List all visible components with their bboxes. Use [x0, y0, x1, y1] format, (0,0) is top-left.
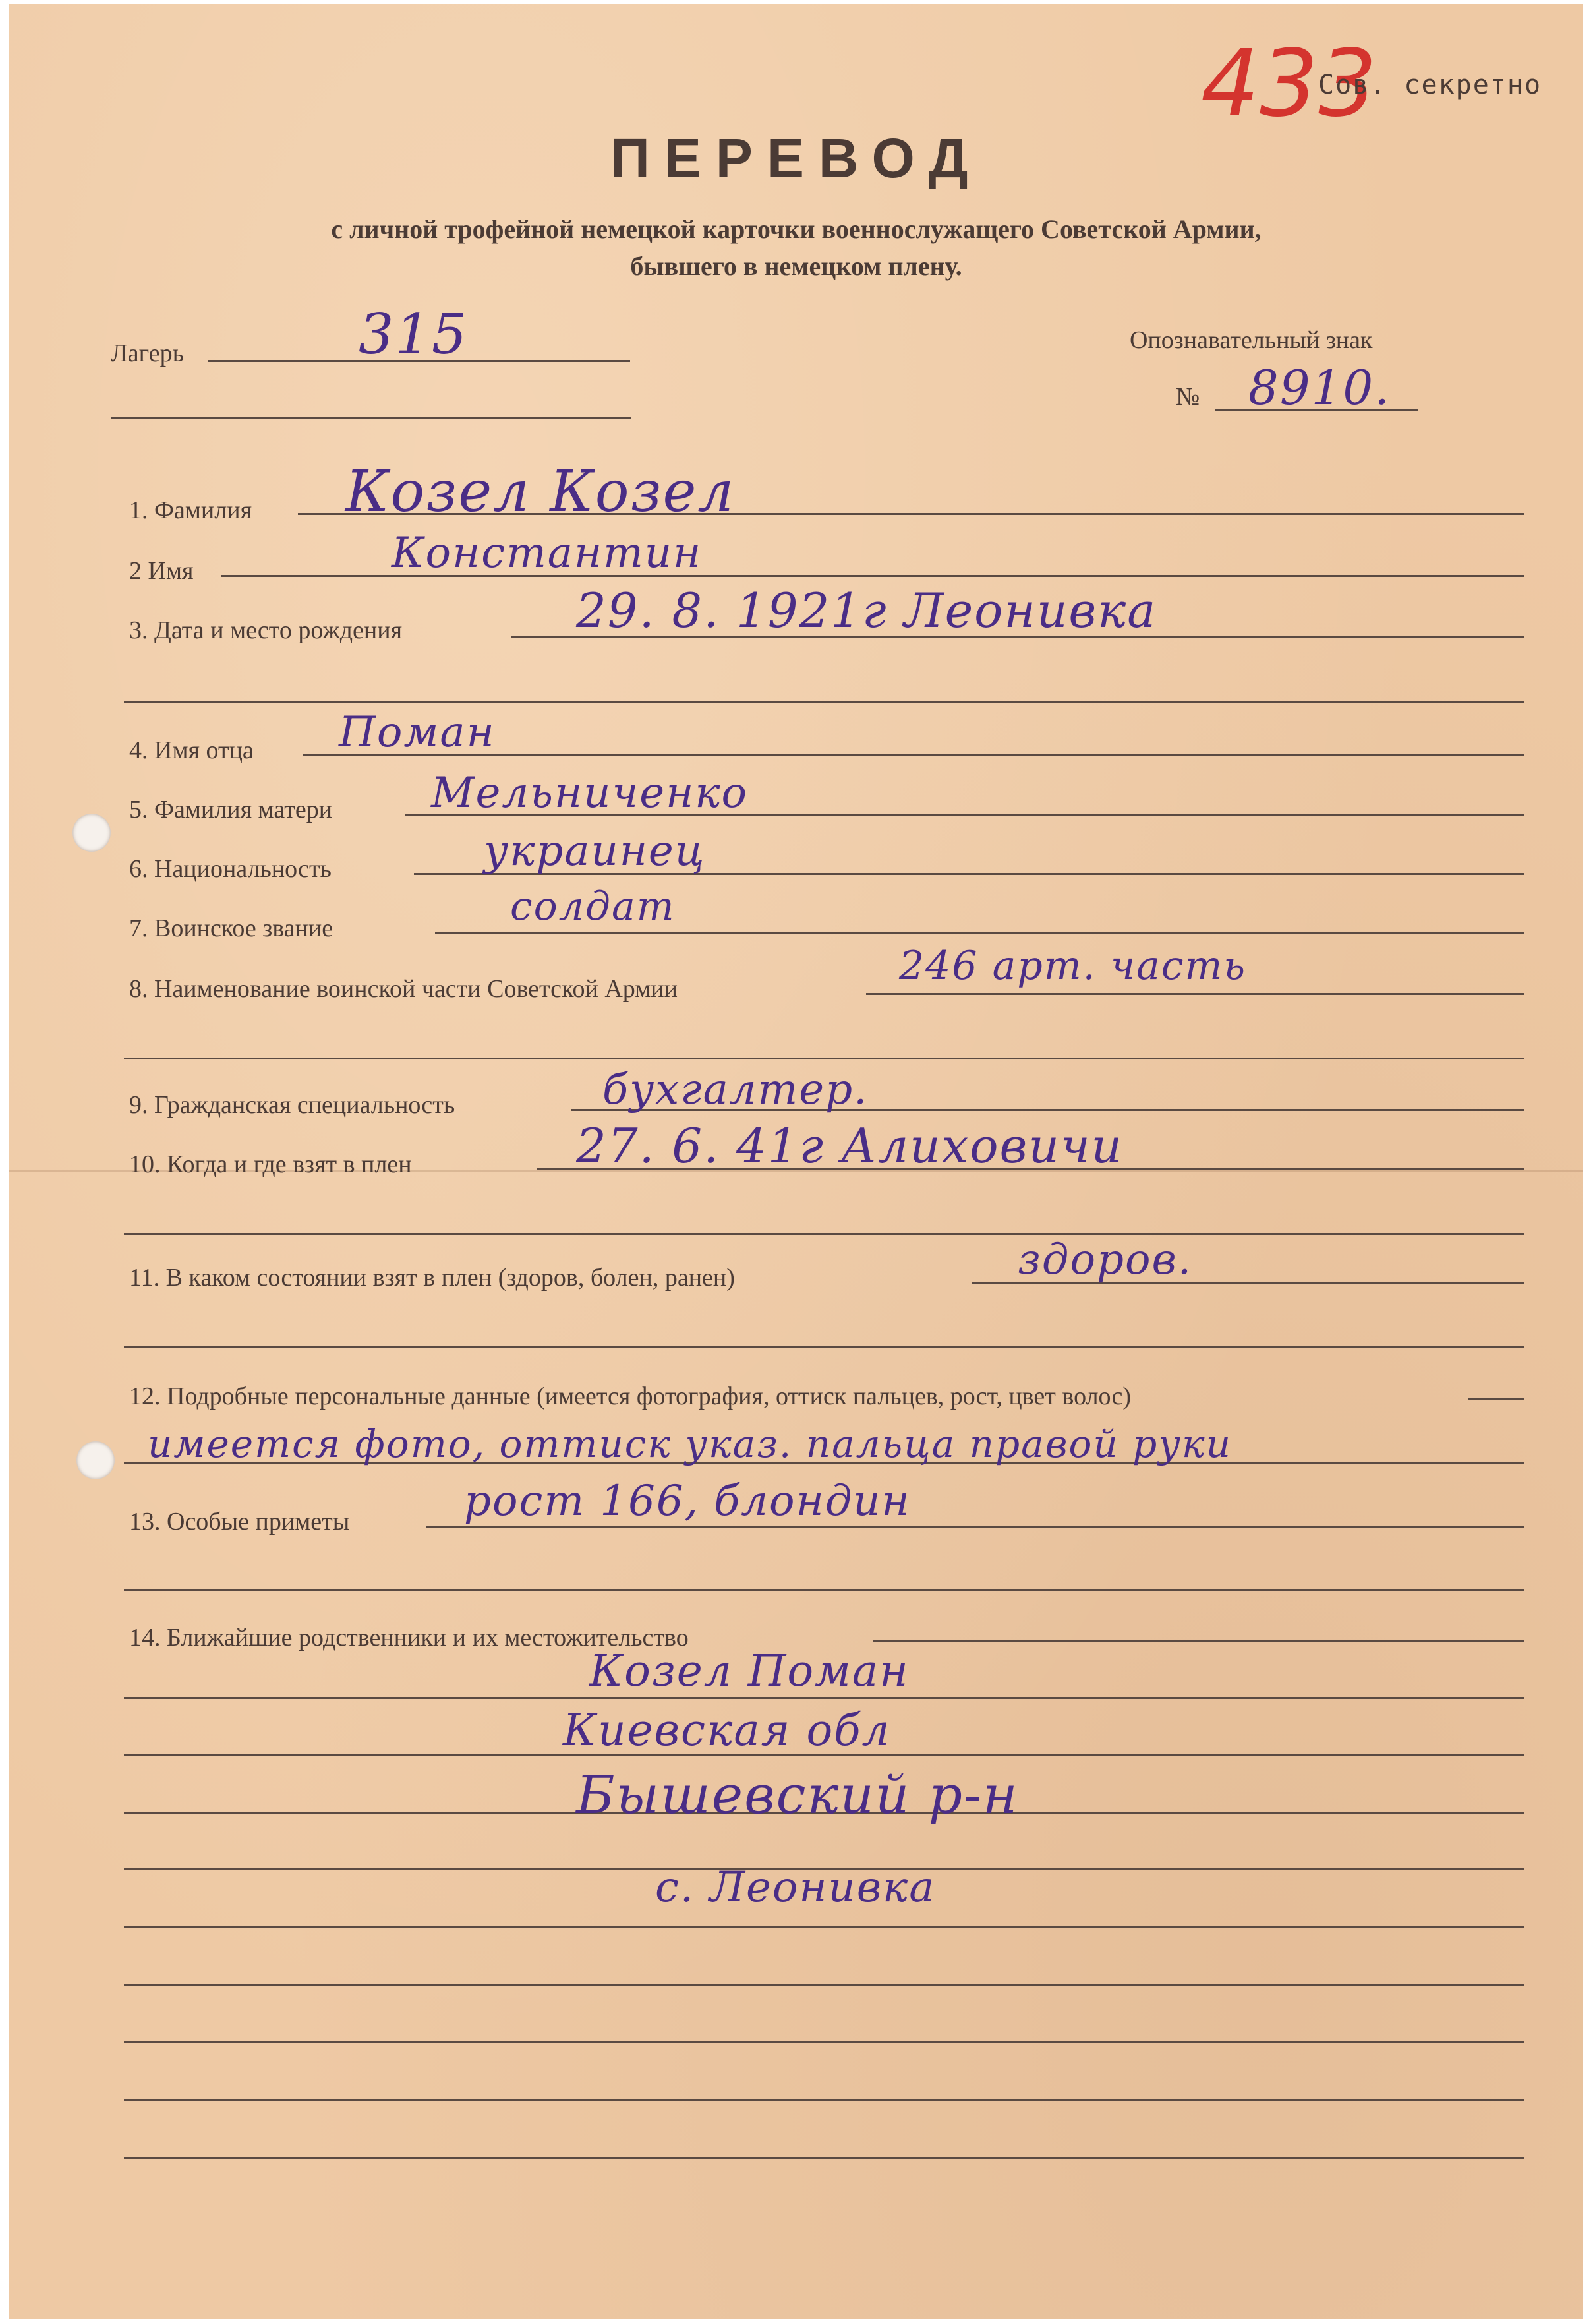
id-tag-value: 8910.	[1248, 360, 1391, 415]
condition-line-2	[124, 1346, 1524, 1348]
condition-label: 11. В каком состоянии взят в плен (здоров, болен, ранен)	[129, 1264, 735, 1292]
birth-label: 3. Дата и место рождения	[129, 616, 403, 644]
personal-data-line	[1468, 1398, 1524, 1400]
rank-label: 7. Воинское звание	[129, 914, 334, 942]
red-number: 433	[1201, 30, 1378, 138]
birth-line-2	[124, 701, 1524, 703]
father-name-value: Поман	[339, 708, 496, 757]
id-tag-label: Опознавательный знак	[1130, 326, 1373, 354]
relatives-label: 14. Ближайшие родственники и их местожительство	[129, 1624, 689, 1652]
classification-stamp: Сов. секретно	[1318, 70, 1542, 100]
punch-hole-lower	[76, 1441, 115, 1479]
captured-line-2	[124, 1233, 1524, 1235]
relatives-line-1	[124, 1697, 1524, 1699]
relative-name: Козел Поман	[589, 1646, 910, 1696]
captured-value: 27. 6. 41г Алиховичи	[576, 1118, 1123, 1174]
surname-label: 1. Фамилия	[129, 496, 252, 524]
special-marks-label: 13. Особые приметы	[129, 1508, 350, 1535]
document-subtitle-2: бывшего в немецком плену.	[630, 251, 962, 281]
first-name-label: 2 Имя	[129, 557, 194, 585]
personal-data-label: 12. Подробные персональные данные (имеется фотография, оттиск пальцев, рост, цвет волос)	[129, 1383, 1131, 1410]
unit-value: 246 арт. часть	[899, 943, 1247, 989]
relatives-line-9	[124, 2157, 1524, 2159]
camp-line-2	[111, 417, 631, 419]
document-subtitle-1: с личной трофейной немецкой карточки военнослужащего Советской Армии,	[331, 214, 1262, 244]
special-marks-line	[426, 1526, 1524, 1528]
special-marks-value: рост 166, блондин	[464, 1477, 911, 1526]
document-sheet	[9, 4, 1583, 2319]
camp-label: Лагерь	[111, 340, 184, 367]
civil-specialty-value: бухгалтер.	[602, 1065, 869, 1114]
relative-district: Бышевский р-н	[576, 1764, 1019, 1826]
unit-line-2	[124, 1058, 1524, 1059]
id-tag-no-label: №	[1176, 383, 1200, 411]
relative-village: с. Леонивка	[655, 1863, 936, 1912]
relatives-line-6	[124, 1984, 1524, 1986]
captured-label: 10. Когда и где взят в плен	[129, 1150, 412, 1178]
punch-hole-upper	[72, 814, 111, 852]
camp-value: 315	[359, 302, 469, 367]
personal-data-value: имеется фото, оттиск указ. пальца правой руки	[148, 1421, 1232, 1466]
rank-value: солдат	[510, 883, 676, 930]
unit-line	[866, 993, 1524, 995]
rank-line	[435, 932, 1524, 934]
document-title: ПЕРЕВОД	[610, 127, 983, 189]
surname-value: Козел Козел	[345, 459, 736, 525]
relatives-line-8	[124, 2099, 1524, 2101]
relatives-line	[873, 1640, 1524, 1642]
father-name-label: 4. Имя отца	[129, 736, 254, 764]
civil-specialty-label: 9. Гражданская специальность	[129, 1091, 455, 1119]
birth-value: 29. 8. 1921г Леонивка	[576, 583, 1157, 638]
relatives-line-7	[124, 2041, 1524, 2043]
nationality-value: украинец	[484, 827, 706, 876]
mother-surname-label: 5. Фамилия матери	[129, 796, 333, 823]
mother-surname-value: Мельниченко	[431, 769, 748, 818]
nationality-label: 6. Национальность	[129, 855, 332, 883]
first-name-value: Константин	[392, 529, 703, 578]
relatives-line-5	[124, 1926, 1524, 1928]
condition-value: здоров.	[1018, 1236, 1193, 1284]
relative-region: Киевская обл	[563, 1705, 891, 1756]
special-marks-line-2	[124, 1589, 1524, 1591]
unit-label: 8. Наименование воинской части Советской Армии	[129, 975, 678, 1003]
